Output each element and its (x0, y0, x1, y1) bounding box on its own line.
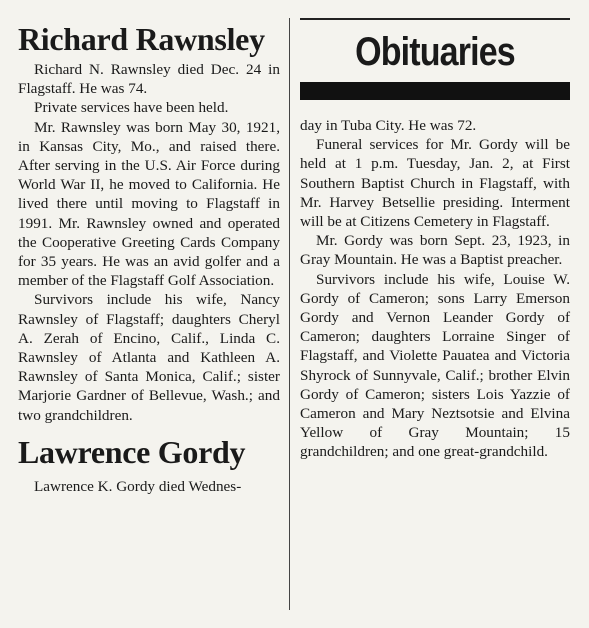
obituary-paragraph: Mr. Gordy was born Sept. 23, 1923, in Gray Mountain. He was a Baptist preacher. (300, 232, 570, 269)
obituary-headline-rawnsley: Richard Rawnsley (18, 21, 265, 57)
obituary-paragraph: day in Tuba City. He was 72. (300, 117, 477, 134)
obituary-paragraph: Survivors include his wife, Nancy Rawnsley of Flagstaff; daughters Cheryl A. Zerah of Encino, Calif., Linda C. Rawnsley of Atlanta and Kathleen A. Rawnsley of Santa Monica, Calif.; sister Marjorie Gardner of Bellevue, Wash.; and two grandchildren. (18, 291, 280, 424)
obituary-paragraph: Funeral services for Mr. Gordy will be held at 1 p.m. Tuesday, Jan. 2, at First Southern Baptist Church in Flagstaff, with Mr. Harvey Betsellie presiding. Interment will be at Citizens Cemetery in Flagstaff. (300, 136, 570, 231)
obituary-paragraph: Private services have been held. (34, 99, 229, 117)
obituary-paragraph: Mr. Rawnsley was born May 30, 1921, in Kansas City, Mo., and raised there. After serving in the U.S. Air Force during World War II, he moved to California. He lived there until moving to Flagstaff in 1991. Mr. Rawnsley owned and operated the Cooperative Greeting Cards Company for 35 years. He was an avid golfer and a member of the Flagstaff Golf Association. (18, 118, 280, 290)
top-rule (300, 18, 570, 20)
obituary-paragraph: Lawrence K. Gordy died Wednes- (34, 477, 242, 495)
obituary-paragraph: Richard N. Rawnsley died Dec. 24 in Flagstaff. He was 74. (18, 61, 280, 98)
banner-bar (300, 82, 570, 100)
obituary-headline-gordy: Lawrence Gordy (18, 433, 246, 470)
obituary-paragraph: Survivors include his wife, Louise W. Gordy of Cameron; sons Larry Emerson Gordy and Vernon Leander Gordy of Cameron; daughters Lorraine Singer of Flagstaff, and Violette Pauatea and Victoria Shyrock of Sunnyvale, Calif.; brother Elvin Gordy of Cameron; sisters Lois Yazzie of Cameron and Mary Neztsotsie and Elvina Yellow of Gray Mountain; 15 grandchildren; and one great-grandchild. (300, 270, 570, 461)
column-divider (289, 18, 290, 610)
left-column (18, 22, 280, 496)
section-banner: Obituaries (355, 30, 515, 74)
right-column (300, 18, 570, 462)
